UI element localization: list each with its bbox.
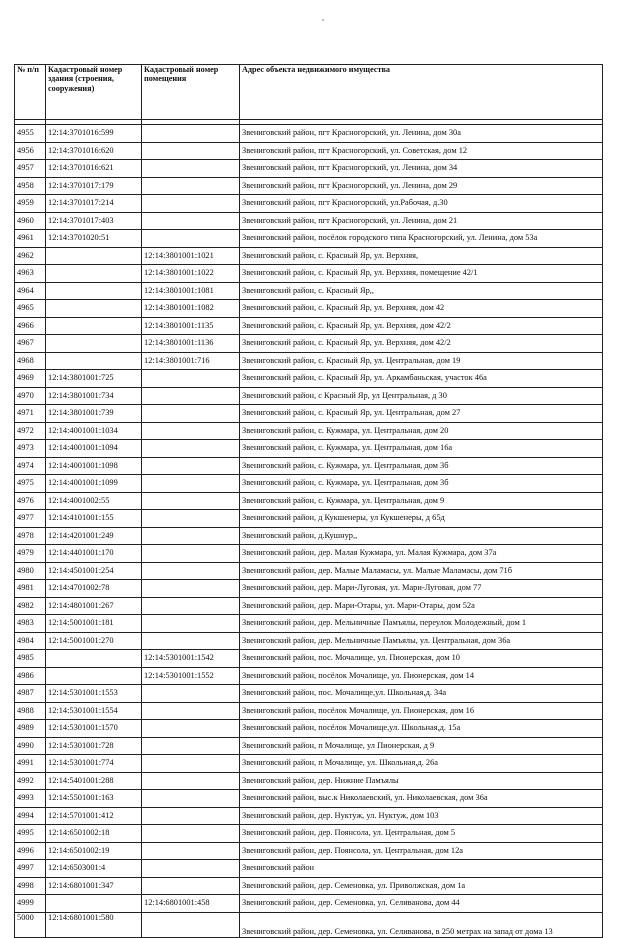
address: Звениговский район, с. Кужмара, ул. Центральная, дом 20	[240, 422, 603, 440]
address: Звениговский район, с. Красный Яр, ул. Верхняя,	[240, 247, 603, 265]
row-number: 4983	[15, 615, 46, 633]
address: Звениговский район, посёлок Мочалище, ул. Пионерская, дом 14	[240, 667, 603, 685]
address: Звениговский район, дер. Малая Кужмара, ул. Малая Кужмара, дом 37а	[240, 545, 603, 563]
room-cadastral-number	[142, 527, 240, 545]
table-row	[15, 265, 603, 283]
row-number: 4961	[15, 230, 46, 248]
table-row	[15, 335, 603, 353]
building-cadastral-number: 12:14:4001001:1099	[46, 475, 142, 493]
room-cadastral-number	[142, 737, 240, 755]
table-row	[15, 562, 603, 580]
row-number: 4998	[15, 877, 46, 895]
table-row	[15, 860, 603, 878]
table-row	[15, 282, 603, 300]
table-row	[15, 720, 603, 738]
room-cadastral-number	[142, 772, 240, 790]
building-cadastral-number: 12:14:3701016:621	[46, 160, 142, 178]
address: Звениговский район, с. Кужмара, ул. Центральная, дом 3б	[240, 457, 603, 475]
table-row	[15, 352, 603, 370]
room-cadastral-number	[142, 160, 240, 178]
address: Звениговский район, п Мочалище, ул. Школьная,д. 26а	[240, 755, 603, 773]
address: Звениговский район, дер. Мари-Луговая, ул. Мари-Луговая, дом 77	[240, 580, 603, 598]
row-number: 4994	[15, 807, 46, 825]
row-number: 4970	[15, 387, 46, 405]
address: Звениговский район, пгт Красногорский, ул. Ленина, дом 34	[240, 160, 603, 178]
building-cadastral-number: 12:14:4001001:1094	[46, 440, 142, 458]
address: Звениговский район, с. Красный Яр,,	[240, 282, 603, 300]
room-cadastral-number: 12:14:5301001:1542	[142, 650, 240, 668]
header-address: Адрес объекта недвижимого имущества	[240, 65, 603, 120]
room-cadastral-number	[142, 457, 240, 475]
row-number: 4955	[15, 125, 46, 143]
row-number: 4974	[15, 457, 46, 475]
row-number: 4990	[15, 737, 46, 755]
table-row	[15, 195, 603, 213]
building-cadastral-number: 12:14:5301001:1554	[46, 702, 142, 720]
room-cadastral-number	[142, 230, 240, 248]
room-cadastral-number	[142, 860, 240, 878]
table-row	[15, 422, 603, 440]
table-row	[15, 317, 603, 335]
address: Звениговский район, пгт Красногорский, ул. Ленина, дом 30а	[240, 125, 603, 143]
address: Звениговский район, с. Кужмара, ул. Центральная, дом 16а	[240, 440, 603, 458]
row-number: 4957	[15, 160, 46, 178]
building-cadastral-number: 12:14:3701017:179	[46, 177, 142, 195]
building-cadastral-number: 12:14:5301001:1553	[46, 685, 142, 703]
header-building-cadastral: Кадастровый номер здания (строения, сооружения)	[46, 65, 142, 120]
building-cadastral-number: 12:14:6801001:347	[46, 877, 142, 895]
room-cadastral-number	[142, 212, 240, 230]
building-cadastral-number: 12:14:5001001:270	[46, 632, 142, 650]
building-cadastral-number: 12:14:3701016:599	[46, 125, 142, 143]
row-number: 4988	[15, 702, 46, 720]
row-number: 4982	[15, 597, 46, 615]
room-cadastral-number	[142, 422, 240, 440]
table-body	[15, 120, 603, 938]
address: Звениговский район, с. Красный Яр, ул. Центральная, дом 19	[240, 352, 603, 370]
row-number: 4973	[15, 440, 46, 458]
table-row	[15, 440, 603, 458]
address: Звениговский район, дер. Мари-Отары, ул. Мари-Отары, дом 52а	[240, 597, 603, 615]
building-cadastral-number: 12:14:5301001:728	[46, 737, 142, 755]
address: Звениговский район, с. Красный Яр, ул. Верхняя, дом 42/2	[240, 317, 603, 335]
table-row	[15, 160, 603, 178]
row-number: 4962	[15, 247, 46, 265]
address: Звениговский район, д Кукшенеры, ул Кукшенеры, д 65д	[240, 510, 603, 528]
address: Звениговский район, дер. Семеновка, ул. Селиванова, в 250 метрах на запад от дома 13	[240, 912, 603, 937]
table-row	[15, 807, 603, 825]
table-row	[15, 912, 603, 937]
building-cadastral-number: 12:14:4101001:155	[46, 510, 142, 528]
building-cadastral-number: 12:14:6503001:4	[46, 860, 142, 878]
table-row	[15, 247, 603, 265]
building-cadastral-number	[46, 335, 142, 353]
row-number: 4976	[15, 492, 46, 510]
row-number: 4968	[15, 352, 46, 370]
address: Звениговский район, с. Красный Яр, ул. Верхняя, помещение 42/1	[240, 265, 603, 283]
address: Звениговский район, посёлок Мочалище,ул. Школьная,д. 15а	[240, 720, 603, 738]
table-row	[15, 755, 603, 773]
address: Звениговский район, дер. Нижние Памъялы	[240, 772, 603, 790]
address: Звениговский район, дер. Семеновка, ул. Селиванова, дом 44	[240, 895, 603, 913]
building-cadastral-number: 12:14:3801001:739	[46, 405, 142, 423]
building-cadastral-number	[46, 300, 142, 318]
building-cadastral-number	[46, 282, 142, 300]
address: Звениговский район, с Красный Яр, ул Центральная, д 30	[240, 387, 603, 405]
room-cadastral-number	[142, 877, 240, 895]
room-cadastral-number	[142, 580, 240, 598]
row-number: 4971	[15, 405, 46, 423]
room-cadastral-number	[142, 632, 240, 650]
building-cadastral-number: 12:14:3701017:403	[46, 212, 142, 230]
row-number: 4956	[15, 142, 46, 160]
address: Звениговский район, посёлок Мочалище, ул. Пионерская, дом 16	[240, 702, 603, 720]
row-number: 4977	[15, 510, 46, 528]
row-number: 4979	[15, 545, 46, 563]
table-row	[15, 370, 603, 388]
table-row	[15, 125, 603, 143]
room-cadastral-number	[142, 125, 240, 143]
table-row	[15, 142, 603, 160]
address: Звениговский район, дер. Поянсола, ул. Центральная, дом 5	[240, 825, 603, 843]
building-cadastral-number: 12:14:5301001:774	[46, 755, 142, 773]
room-cadastral-number	[142, 387, 240, 405]
address: Звениговский район, д.Кушнур,,	[240, 527, 603, 545]
room-cadastral-number	[142, 492, 240, 510]
table-row	[15, 632, 603, 650]
room-cadastral-number	[142, 562, 240, 580]
room-cadastral-number	[142, 545, 240, 563]
row-number: 4989	[15, 720, 46, 738]
table-row	[15, 580, 603, 598]
room-cadastral-number	[142, 755, 240, 773]
building-cadastral-number	[46, 352, 142, 370]
table-header-row	[15, 65, 603, 120]
building-cadastral-number: 12:14:3801001:734	[46, 387, 142, 405]
table-row	[15, 300, 603, 318]
building-cadastral-number: 12:14:5501001:163	[46, 790, 142, 808]
table-row	[15, 685, 603, 703]
address: Звениговский район, дер. Поянсола, ул. Центральная, дом 12а	[240, 842, 603, 860]
room-cadastral-number: 12:14:5301001:1552	[142, 667, 240, 685]
building-cadastral-number: 12:14:3701020:51	[46, 230, 142, 248]
building-cadastral-number	[46, 667, 142, 685]
room-cadastral-number	[142, 475, 240, 493]
table-row	[15, 702, 603, 720]
building-cadastral-number: 12:14:4501001:254	[46, 562, 142, 580]
building-cadastral-number: 12:14:4701002:78	[46, 580, 142, 598]
row-number: 4964	[15, 282, 46, 300]
row-number: 4999	[15, 895, 46, 913]
row-number: 4978	[15, 527, 46, 545]
row-number: 4991	[15, 755, 46, 773]
building-cadastral-number: 12:14:5401001:288	[46, 772, 142, 790]
table-row	[15, 510, 603, 528]
room-cadastral-number: 12:14:6801001:458	[142, 895, 240, 913]
cadastral-table	[14, 64, 603, 938]
address: Звениговский район, выс.к Николаевский, ул. Николаевская, дом 36а	[240, 790, 603, 808]
address: Звениговский район, пос. Мочалище, ул. Пионерская, дом 10	[240, 650, 603, 668]
table-row	[15, 475, 603, 493]
building-cadastral-number: 12:14:5701001:412	[46, 807, 142, 825]
address: Звениговский район, пгт Красногорский, ул. Ленина, дом 21	[240, 212, 603, 230]
address: Звениговский район	[240, 860, 603, 878]
building-cadastral-number: 12:14:4801001:267	[46, 597, 142, 615]
address: Звениговский район, дер. Мельничные Памъялы, ул. Центральная, дом 36а	[240, 632, 603, 650]
address: Звениговский район, пос. Мочалище,ул. Школьная,д. 34а	[240, 685, 603, 703]
table-row	[15, 615, 603, 633]
address: Звениговский район, дер. Нуктуж, ул. Нуктуж, дом 103	[240, 807, 603, 825]
address: Звениговский район, с. Кужмара, ул. Центральная, дом 3б	[240, 475, 603, 493]
row-number: 4997	[15, 860, 46, 878]
row-number: 4972	[15, 422, 46, 440]
table-row	[15, 527, 603, 545]
row-number: 4995	[15, 825, 46, 843]
table-row	[15, 877, 603, 895]
room-cadastral-number	[142, 597, 240, 615]
building-cadastral-number: 12:14:4201001:249	[46, 527, 142, 545]
room-cadastral-number	[142, 370, 240, 388]
building-cadastral-number: 12:14:6501002:18	[46, 825, 142, 843]
room-cadastral-number	[142, 405, 240, 423]
table-row	[15, 667, 603, 685]
row-number: 4980	[15, 562, 46, 580]
table-row	[15, 545, 603, 563]
row-number: 4984	[15, 632, 46, 650]
cadastral-register-sheet	[14, 64, 602, 938]
table-row	[15, 772, 603, 790]
row-number: 4963	[15, 265, 46, 283]
table-row	[15, 842, 603, 860]
address: Звениговский район, с. Красный Яр, ул. Центральная, дом 27	[240, 405, 603, 423]
building-cadastral-number: 12:14:4401001:170	[46, 545, 142, 563]
header-num: № п/п	[15, 65, 46, 120]
address: Звениговский район, пгт Красногорский, ул. Ленина, дом 29	[240, 177, 603, 195]
building-cadastral-number: 12:14:6501002:19	[46, 842, 142, 860]
table-row	[15, 492, 603, 510]
row-number: 4987	[15, 685, 46, 703]
room-cadastral-number: 12:14:3801001:716	[142, 352, 240, 370]
address: Звениговский район, п Мочалище, ул Пионерская, д 9	[240, 737, 603, 755]
room-cadastral-number: 12:14:3801001:1136	[142, 335, 240, 353]
table-row	[15, 825, 603, 843]
room-cadastral-number: 12:14:3801001:1021	[142, 247, 240, 265]
table-row	[15, 790, 603, 808]
table-row	[15, 597, 603, 615]
building-cadastral-number: 12:14:4001001:1034	[46, 422, 142, 440]
address: Звениговский район, с. Красный Яр, ул. Верхняя, дом 42	[240, 300, 603, 318]
address: Звениговский район, дер. Малые Маламасы, ул. Малые Маламасы, дом 71б	[240, 562, 603, 580]
building-cadastral-number: 12:14:6801001:580	[46, 912, 142, 937]
room-cadastral-number	[142, 177, 240, 195]
scan-speck	[322, 19, 324, 21]
building-cadastral-number: 12:14:3801001:725	[46, 370, 142, 388]
row-number: 4986	[15, 667, 46, 685]
address: Звениговский район, дер. Мельничные Памъялы, переулок Молодежный, дом 1	[240, 615, 603, 633]
address: Звениговский район, посёлок городского типа Красногорский, ул. Ленина, дом 53а	[240, 230, 603, 248]
address: Звениговский район, с. Красный Яр, ул. Аркамбаньская, участок 46а	[240, 370, 603, 388]
table-row	[15, 737, 603, 755]
room-cadastral-number	[142, 440, 240, 458]
building-cadastral-number: 12:14:5001001:181	[46, 615, 142, 633]
room-cadastral-number	[142, 615, 240, 633]
room-cadastral-number	[142, 142, 240, 160]
room-cadastral-number	[142, 825, 240, 843]
building-cadastral-number: 12:14:5301001:1570	[46, 720, 142, 738]
room-cadastral-number	[142, 720, 240, 738]
row-number: 4993	[15, 790, 46, 808]
room-cadastral-number	[142, 807, 240, 825]
room-cadastral-number	[142, 790, 240, 808]
address: Звениговский район, с. Красный Яр, ул. Верхняя, дом 42/2	[240, 335, 603, 353]
address: Звениговский район, дер. Семеновка, ул. Приволжская, дом 1а	[240, 877, 603, 895]
table-row	[15, 212, 603, 230]
building-cadastral-number	[46, 895, 142, 913]
building-cadastral-number	[46, 265, 142, 283]
building-cadastral-number	[46, 650, 142, 668]
row-number: 4969	[15, 370, 46, 388]
room-cadastral-number	[142, 685, 240, 703]
row-number: 4967	[15, 335, 46, 353]
building-cadastral-number	[46, 247, 142, 265]
table-row	[15, 457, 603, 475]
row-number: 4958	[15, 177, 46, 195]
table-row	[15, 177, 603, 195]
table-row	[15, 387, 603, 405]
room-cadastral-number	[142, 842, 240, 860]
room-cadastral-number	[142, 702, 240, 720]
table-row	[15, 230, 603, 248]
row-number: 4959	[15, 195, 46, 213]
building-cadastral-number: 12:14:3701016:620	[46, 142, 142, 160]
room-cadastral-number: 12:14:3801001:1082	[142, 300, 240, 318]
room-cadastral-number: 12:14:3801001:1022	[142, 265, 240, 283]
table-row	[15, 405, 603, 423]
room-cadastral-number	[142, 510, 240, 528]
table-row	[15, 895, 603, 913]
building-cadastral-number: 12:14:4001001:1098	[46, 457, 142, 475]
row-number: 4981	[15, 580, 46, 598]
building-cadastral-number: 12:14:3701017:214	[46, 195, 142, 213]
row-number: 4966	[15, 317, 46, 335]
room-cadastral-number: 12:14:3801001:1081	[142, 282, 240, 300]
room-cadastral-number	[142, 912, 240, 937]
row-number: 4960	[15, 212, 46, 230]
address: Звениговский район, с. Кужмара, ул. Центральная, дом 9	[240, 492, 603, 510]
table-row	[15, 650, 603, 668]
row-number: 4975	[15, 475, 46, 493]
building-cadastral-number	[46, 317, 142, 335]
row-number: 5000	[15, 912, 46, 937]
room-cadastral-number: 12:14:3801001:1135	[142, 317, 240, 335]
address: Звениговский район, пгт Красногорский, ул.Рабочая, д.30	[240, 195, 603, 213]
row-number: 4996	[15, 842, 46, 860]
row-number: 4992	[15, 772, 46, 790]
room-cadastral-number	[142, 195, 240, 213]
row-number: 4965	[15, 300, 46, 318]
building-cadastral-number: 12:14:4001002:55	[46, 492, 142, 510]
row-number: 4985	[15, 650, 46, 668]
header-room-cadastral: Кадастровый номер помещения	[142, 65, 240, 120]
address: Звениговский район, пгт Красногорский, ул. Советская, дом 12	[240, 142, 603, 160]
